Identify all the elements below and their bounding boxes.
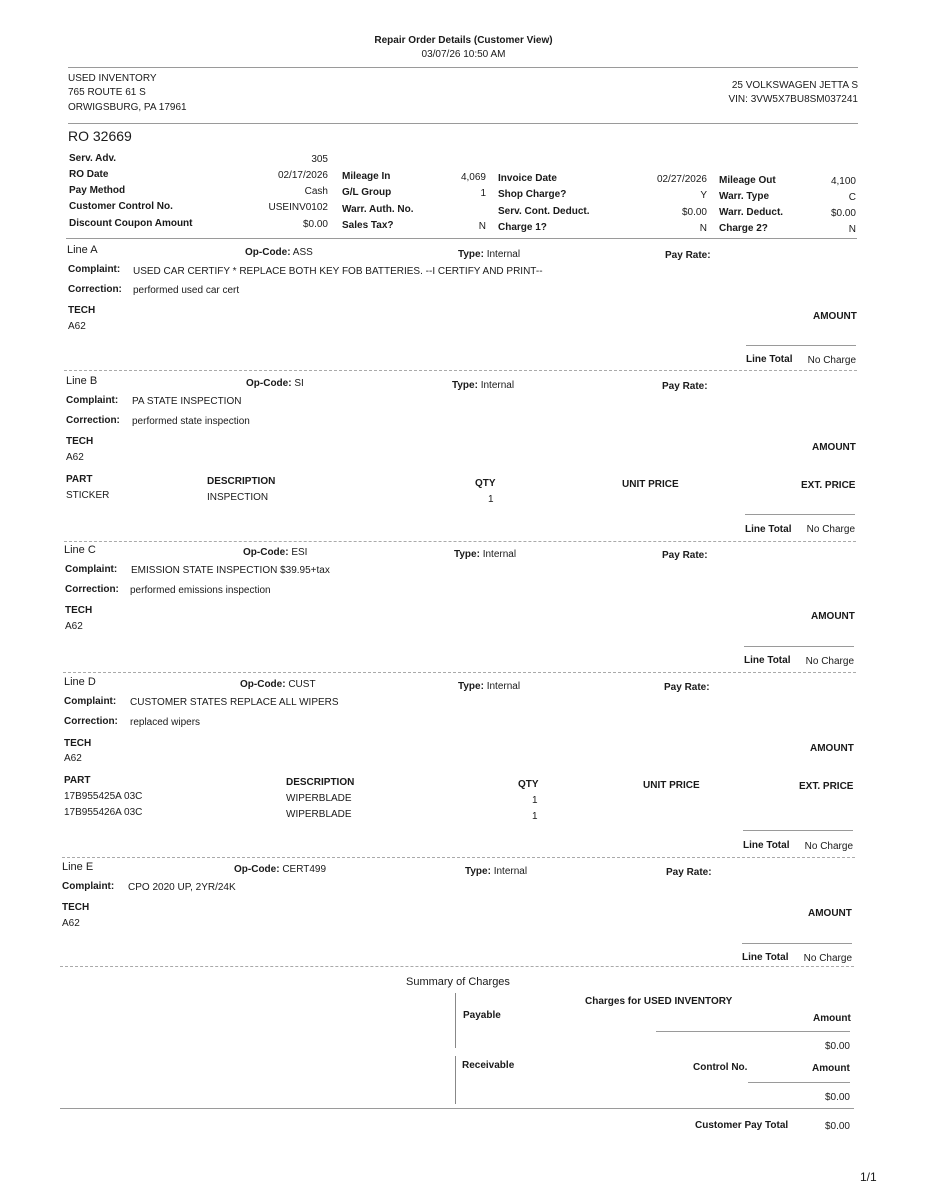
receivable-label: Receivable — [462, 1060, 515, 1071]
opcode-label: Op-Code: — [246, 378, 292, 389]
line-d-opcode — [240, 679, 316, 690]
line-d-part-1-qty: 1 — [532, 795, 538, 806]
line-e-tech: A62 — [62, 918, 80, 929]
charge1-value: N — [699, 223, 707, 234]
charge1-label: Charge 1? — [498, 222, 547, 233]
line-total-label: Line Total — [745, 524, 792, 535]
mileage-in-label: Mileage In — [342, 171, 391, 182]
line-a-complaint: USED CAR CERTIFY * REPLACE BOTH KEY FOB BATTERIES. --I CERTIFY AND PRINT-- — [133, 266, 543, 277]
amount-label: AMOUNT — [813, 311, 857, 322]
line-d-type — [458, 681, 520, 692]
discount-value: $0.00 — [302, 219, 328, 230]
description-header: DESCRIPTION — [207, 476, 276, 487]
line-c-opcode — [243, 547, 307, 558]
dealer-address-1: 765 ROUTE 61 S — [68, 87, 146, 98]
line-total-label: Line Total — [746, 354, 793, 365]
line-b-part-1-description: INSPECTION — [207, 492, 269, 503]
amount-label: AMOUNT — [812, 442, 856, 453]
type-label: Type: — [452, 380, 478, 391]
line-total-label: Line Total — [744, 655, 791, 666]
line-b-opcode — [246, 378, 304, 389]
serv-cont-value: $0.00 — [681, 207, 707, 218]
line-d-part-1-number: 17B955425A 03C — [64, 791, 143, 802]
line-d-pay-rate: Pay Rate: — [664, 682, 710, 693]
type-value: Internal — [482, 549, 517, 560]
type-label: Type: — [454, 549, 480, 560]
unit-price-header: UNIT PRICE — [622, 479, 679, 490]
line-c-pay-rate: Pay Rate: — [662, 550, 708, 561]
correction-label: Correction: — [66, 415, 120, 426]
pay-method-value: Cash — [304, 186, 328, 197]
line-a-pay-rate: Pay Rate: — [665, 250, 711, 261]
line-total-label: Line Total — [743, 840, 790, 851]
opcode-value: CERT499 — [282, 864, 327, 875]
payable-label: Payable — [463, 1010, 501, 1021]
sales-tax-value: N — [478, 221, 486, 232]
opcode-label: Op-Code: — [240, 679, 286, 690]
part-header: PART — [64, 775, 91, 786]
amount-label: AMOUNT — [808, 908, 852, 919]
shop-charge-value: Y — [700, 190, 707, 201]
line-total-label: Line Total — [742, 952, 789, 963]
line-d-part-2-number: 17B955426A 03C — [64, 807, 143, 818]
type-label: Type: — [465, 866, 491, 877]
customer-pay-total: $0.00 — [824, 1121, 850, 1132]
payable-amount: $0.00 — [824, 1041, 850, 1052]
line-d-total: No Charge — [804, 841, 853, 852]
type-value: Internal — [486, 681, 521, 692]
opcode-value: SI — [294, 378, 304, 389]
opcode-value: ESI — [291, 547, 308, 558]
serv-adv-label: Serv. Adv. — [69, 153, 117, 164]
gl-group-value: 1 — [480, 188, 486, 199]
sales-tax-label: Sales Tax? — [342, 220, 394, 231]
type-value: Internal — [493, 866, 528, 877]
vehicle-vin: VIN: 3VW5X7BU8SM037241 — [728, 94, 858, 105]
summary-title: Summary of Charges — [406, 976, 510, 988]
tech-label: TECH — [62, 902, 90, 913]
line-d-part-2-description: WIPERBLADE — [286, 809, 352, 820]
line-a-tech: A62 — [68, 321, 86, 332]
line-d-tech: A62 — [64, 753, 82, 764]
opcode-label: Op-Code: — [234, 864, 280, 875]
qty-header: QTY — [475, 478, 496, 489]
line-e-complaint: CPO 2020 UP, 2YR/24K — [128, 882, 236, 893]
warr-type-label: Warr. Type — [719, 191, 770, 202]
correction-label: Correction: — [65, 584, 119, 595]
line-d-part-1-description: WIPERBLADE — [286, 793, 352, 804]
correction-label: Correction: — [64, 716, 118, 727]
complaint-label: Complaint: — [66, 395, 119, 406]
opcode-value: ASS — [292, 247, 313, 258]
tech-label: TECH — [65, 605, 93, 616]
line-b-correction: performed state inspection — [132, 416, 250, 427]
customer-pay-total-label: Customer Pay Total — [695, 1120, 789, 1131]
line-c-complaint: EMISSION STATE INSPECTION $39.95+tax — [131, 565, 330, 576]
vehicle-description: 25 VOLKSWAGEN JETTA S — [731, 80, 858, 91]
line-e-type — [465, 866, 527, 877]
serv-cont-label: Serv. Cont. Deduct. — [498, 206, 590, 217]
opcode-label: Op-Code: — [245, 247, 291, 258]
line-a-type — [458, 249, 520, 260]
line-a-total: No Charge — [807, 355, 856, 366]
tech-label: TECH — [68, 305, 96, 316]
receivable-amount-header: Amount — [812, 1063, 850, 1074]
line-c-type — [454, 549, 516, 560]
complaint-label: Complaint: — [64, 696, 117, 707]
complaint-label: Complaint: — [68, 264, 121, 275]
line-b-type — [452, 380, 514, 391]
amount-label: AMOUNT — [811, 611, 855, 622]
warr-type-value: C — [848, 192, 856, 203]
warr-auth-label: Warr. Auth. No. — [342, 204, 414, 215]
line-a-opcode — [245, 247, 313, 258]
mileage-in-value: 4,069 — [460, 172, 486, 183]
line-c-total: No Charge — [805, 656, 854, 667]
control-no-label: Customer Control No. — [69, 201, 173, 212]
page-title: Repair Order Details (Customer View) — [374, 35, 553, 46]
warr-deduct-value: $0.00 — [830, 208, 856, 219]
line-e-total: No Charge — [803, 953, 852, 964]
gl-group-label: G/L Group — [342, 187, 392, 198]
complaint-label: Complaint: — [62, 881, 115, 892]
unit-price-header: UNIT PRICE — [643, 780, 700, 791]
charge2-label: Charge 2? — [719, 223, 768, 234]
line-d-complaint: CUSTOMER STATES REPLACE ALL WIPERS — [130, 697, 339, 708]
pay-method-label: Pay Method — [69, 185, 126, 196]
line-b-label: Line B — [66, 375, 98, 387]
line-d-correction: replaced wipers — [130, 717, 201, 728]
type-value: Internal — [486, 249, 521, 260]
description-header: DESCRIPTION — [286, 777, 355, 788]
correction-label: Correction: — [68, 284, 122, 295]
line-e-opcode — [234, 864, 326, 875]
receivable-amount: $0.00 — [824, 1092, 850, 1103]
tech-label: TECH — [66, 436, 94, 447]
line-c-tech: A62 — [65, 621, 83, 632]
line-b-tech: A62 — [66, 452, 84, 463]
qty-header: QTY — [518, 779, 539, 790]
charges-for-label: Charges for USED INVENTORY — [585, 996, 733, 1007]
serv-adv-value: 305 — [311, 154, 328, 165]
control-no-value: USEINV0102 — [268, 202, 328, 213]
line-b-part-1-qty: 1 — [488, 494, 494, 505]
line-d-part-2-qty: 1 — [532, 811, 538, 822]
ext-price-header: EXT. PRICE — [799, 781, 854, 792]
line-b-part-1-number: STICKER — [66, 490, 110, 501]
type-value: Internal — [480, 380, 515, 391]
invoice-date-label: Invoice Date — [498, 173, 557, 184]
opcode-label: Op-Code: — [243, 547, 289, 558]
line-d-label: Line D — [64, 676, 96, 688]
line-b-complaint: PA STATE INSPECTION — [132, 396, 242, 407]
type-label: Type: — [458, 249, 484, 260]
complaint-label: Complaint: — [65, 564, 118, 575]
amount-label: AMOUNT — [810, 743, 854, 754]
mileage-out-value: 4,100 — [830, 176, 856, 187]
tech-label: TECH — [64, 738, 92, 749]
print-datetime: 03/07/26 10:50 AM — [421, 49, 506, 60]
payable-amount-header: Amount — [813, 1013, 851, 1024]
line-a-label: Line A — [67, 244, 98, 256]
mileage-out-label: Mileage Out — [719, 175, 776, 186]
dealer-address-2: ORWIGSBURG, PA 17961 — [68, 102, 187, 113]
line-b-total: No Charge — [806, 524, 855, 535]
warr-deduct-label: Warr. Deduct. — [719, 207, 784, 218]
page-number: 1/1 — [860, 1170, 877, 1184]
opcode-value: CUST — [288, 679, 316, 690]
ro-date-label: RO Date — [69, 169, 109, 180]
line-c-label: Line C — [64, 544, 96, 556]
ro-date-value: 02/17/2026 — [277, 170, 328, 181]
ext-price-header: EXT. PRICE — [801, 480, 856, 491]
line-c-correction: performed emissions inspection — [130, 585, 271, 596]
invoice-date-value: 02/27/2026 — [656, 174, 707, 185]
type-label: Type: — [458, 681, 484, 692]
line-e-pay-rate: Pay Rate: — [666, 867, 712, 878]
line-e-label: Line E — [62, 861, 94, 873]
part-header: PART — [66, 474, 93, 485]
line-b-pay-rate: Pay Rate: — [662, 381, 708, 392]
shop-charge-label: Shop Charge? — [498, 189, 567, 200]
dealer-name: USED INVENTORY — [68, 73, 157, 84]
charge2-value: N — [848, 224, 856, 235]
discount-label: Discount Coupon Amount — [69, 218, 193, 229]
line-a-correction: performed used car cert — [133, 285, 240, 296]
ro-number: RO 32669 — [68, 128, 132, 144]
control-no-header: Control No. — [693, 1062, 748, 1073]
